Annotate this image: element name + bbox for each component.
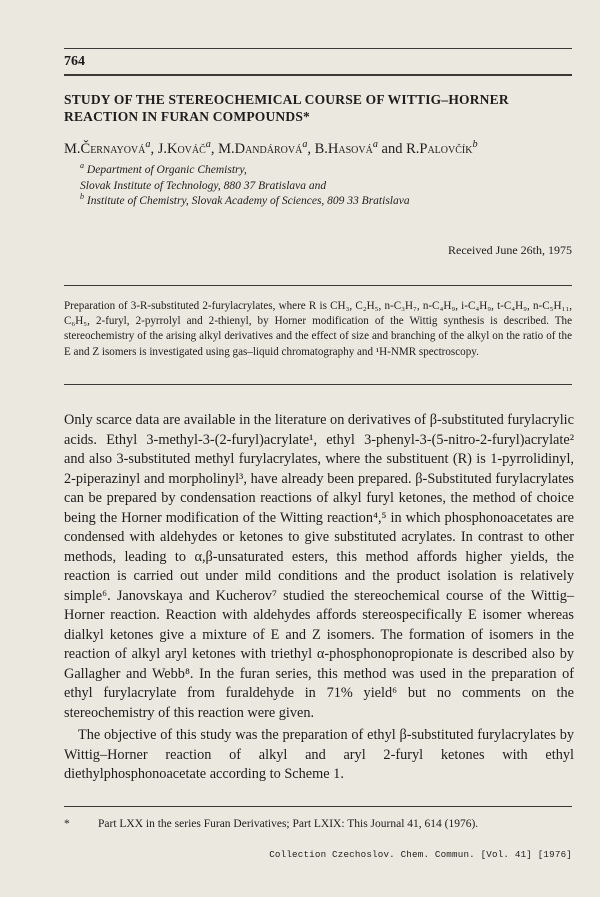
author-affiliation-marker: a xyxy=(145,139,151,151)
page-number: 764 xyxy=(64,54,85,69)
footnote-rule xyxy=(64,806,572,807)
author-affiliation-marker: a xyxy=(372,139,378,151)
author-name: M.Dandárová xyxy=(218,141,303,157)
author-name: M.Černayová xyxy=(64,141,146,157)
abstract-bottom-rule xyxy=(64,384,572,385)
footnote xyxy=(64,818,564,830)
author-affiliation-marker: a xyxy=(205,139,211,151)
affiliation-marker: a xyxy=(80,161,85,171)
footnote-text: Part LXX in the series Furan Derivatives; Part LXIX: This Journal 41, 614 (1976). xyxy=(98,818,479,830)
author-conjunction: and xyxy=(381,141,403,157)
author-list: M.Černayová$^a$, J.Kováč$^a$, M.Dandárová$^a$, B.Hasová$^a$ and R.Palovčík$^b$ xyxy=(64,139,478,157)
author-affiliation-marker: a xyxy=(302,139,308,151)
author-affiliation-marker: b xyxy=(472,139,478,151)
affiliation-a xyxy=(80,163,550,179)
affiliation-b xyxy=(80,194,550,210)
affiliation-a-continued: Slovak Institute of Technology, 880 37 Bratislava and xyxy=(80,179,327,192)
author-name: B.Hasová xyxy=(314,141,373,157)
header-bottom-rule xyxy=(64,74,572,76)
journal-footer: Collection Czechoslov. Chem. Commun. [Vol. 41] [1976] xyxy=(269,849,572,860)
abstract-top-rule xyxy=(64,285,572,286)
header-top-rule xyxy=(64,48,572,49)
abstract: Preparation of 3-R-substituted 2-furylacrylates, where R is CH₃, C₂H₅, n-C₃H₇, n-C₄H₉, i-C₄H₉, t-C₄H₉, n-C₅H₁₁, C₆H₅, 2-furyl, 2-pyrrolyl and 2-thienyl, by Horner modification of the Wittig synthesis is described. The stereochemistry of the arising alkyl derivatives and the effect of size and branching of the alkyl on the ratio of the E and Z isomers is investigated using gas–liquid chromatography and ¹H-NMR spectroscopy. xyxy=(64,300,572,358)
affiliations xyxy=(80,163,550,210)
body-text xyxy=(64,411,574,785)
author-name: J.Kováč xyxy=(157,141,206,157)
body-paragraph: Only scarce data are available in the literature on derivatives of β-substituted furylacrylic acids. Ethyl 3-methyl-3-(2-furyl)acrylate¹, ethyl 3-phenyl-3-(5-nitro-2-furyl)acrylate² and also 3-substituted methyl furylacrylates, where the substituent (R) is 1-pyrrolidinyl, 2-piperazinyl and morpholinyl³, have already been prepared. β-Substituted furylacrylates can be prepared by condensation reactions of alkyl furyl ketones, the method of choice being the Horner modification of the Witting reaction⁴,⁵ in which phosphonoacetates are condensed with aldehydes or ketones to give substituted acrylates. In contrast to other methods, leading to α,β-unsaturated esters, this method affords higher yields, the reaction is carried out under mild conditions and the product isolation is relatively simple⁶. Janovskaya and Kucherov⁷ studied the stereochemical course of the Wittig–Horner reaction. Reaction with aldehydes affords stereospecifically E isomer whereas dialkyl ketones give a mixture of E and Z isomers. The formation of isomers in the reaction of alkyl aryl ketones with triethyl α-phosphonopropionate is described also by Gallagher and Webb⁸. In the furan series, this method was used in the preparation of ethyl furylacrylate from furaldehyde in 71% yield⁶ but no comments on the stereochemistry of this reaction were given. xyxy=(64,412,574,721)
body-paragraph: The objective of this study was the preparation of ethyl β-substituted furylacrylates by Wittig–Horner reaction of alkyl and aryl 2-furyl ketones with ethyl diethylphosphonoacetate according to Scheme 1. xyxy=(64,727,574,782)
author-name: R.Palovčík xyxy=(406,141,473,157)
article-title: STUDY OF THE STEREOCHEMICAL COURSE OF WITTIG–HORNER REACTION IN FURAN COMPOUNDS* xyxy=(64,92,509,124)
footnote-marker: * xyxy=(64,818,70,830)
affiliation-text: Institute of Chemistry, Slovak Academy of Sciences, 809 33 Bratislava xyxy=(86,195,410,207)
affiliation-marker: b xyxy=(80,192,85,202)
received-date: Received June 26th, 1975 xyxy=(448,243,572,257)
affiliation-text: Department of Organic Chemistry, xyxy=(86,164,247,176)
